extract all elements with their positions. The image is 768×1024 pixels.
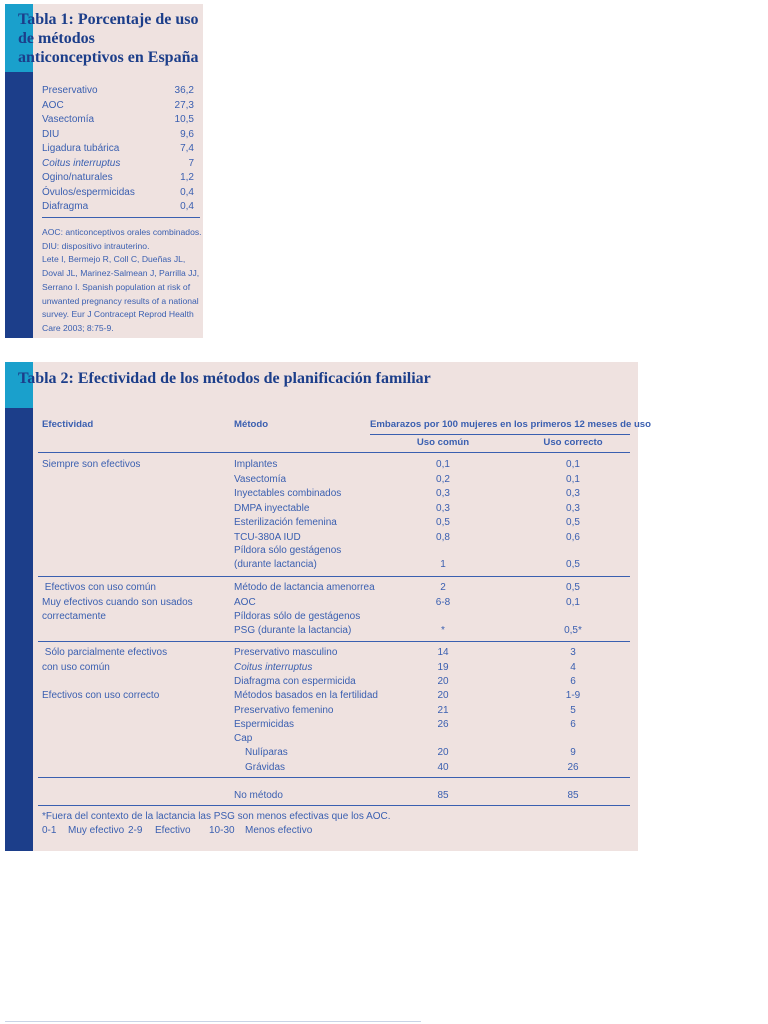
table-1-title: Tabla 1: Porcentaje de uso de métodos anticonceptivos en España [18, 11, 199, 66]
table-1-rows [42, 84, 194, 215]
legend-range: 2-9 [128, 825, 143, 836]
effectiveness-label: Efectivos con uso común [42, 582, 156, 593]
uso-correcto-cell: 4 [570, 661, 576, 673]
method-cell: Diafragma con espermicida [234, 676, 356, 687]
effectiveness-label: Sólo parcialmente efectivos [42, 647, 168, 658]
uso-comun-cell: 2 [440, 582, 446, 593]
header-embarazos: Embarazos por 100 mujeres en los primeros 12 meses de uso [370, 419, 652, 430]
note-line: unwanted pregnancy results of a national [42, 295, 199, 306]
method-cell: Métodos basados en la fertilidad [234, 690, 378, 701]
uso-comun-cell: 0,2 [436, 473, 450, 485]
uso-correcto-cell: 0,1 [566, 596, 580, 608]
table-1-panel [5, 4, 203, 338]
row-label: AOC [42, 99, 64, 111]
header-efectividad: Efectividad [42, 419, 94, 430]
uso-correcto-cell: 3 [570, 647, 576, 658]
group-divider [38, 576, 630, 577]
method-cell: PSG (durante la lactancia) [234, 625, 352, 636]
method-cell: Píldoras sólo de gestágenos [234, 611, 361, 622]
row-value: 0,4 [180, 201, 194, 212]
uso-correcto-cell: 6 [570, 718, 576, 730]
uso-correcto-cell: 6 [570, 676, 576, 687]
method-cell: Cap [234, 733, 253, 744]
row-value: 9,6 [180, 128, 194, 140]
method-cell: Preservativo femenino [234, 704, 334, 716]
group-divider [38, 777, 630, 778]
table-bottom-rule [38, 805, 630, 806]
uso-comun-cell: 6-8 [435, 596, 451, 608]
table-1-row [42, 113, 194, 128]
group-divider [38, 641, 630, 642]
table-1-row [42, 171, 194, 186]
uso-correcto-cell: 0,5 [566, 582, 580, 593]
method-cell: AOC [234, 596, 256, 608]
row-label: DIU [42, 128, 60, 140]
uso-comun-cell: * [441, 625, 445, 636]
method-cell: No método [234, 790, 283, 801]
method-cell: Nulíparas [245, 747, 288, 758]
table-2-panel [5, 362, 652, 851]
uso-comun-cell: 19 [437, 661, 449, 673]
effectiveness-label: Siempre son efectivos [42, 459, 141, 470]
uso-correcto-cell: 0,5 [566, 559, 580, 570]
uso-comun-cell: 0,3 [436, 502, 450, 514]
uso-comun-cell: 0,3 [436, 488, 450, 499]
uso-correcto-cell: 5 [570, 704, 576, 716]
row-label: Diafragma [42, 201, 89, 212]
row-label: Coitus interruptus [42, 157, 121, 169]
uso-comun-cell: 20 [437, 747, 449, 758]
note-line: DIU: dispositivo intrauterino. [42, 240, 150, 251]
uso-comun-cell: 0,1 [436, 459, 450, 470]
uso-comun-cell: 20 [437, 676, 449, 687]
method-cell: DMPA inyectable [234, 502, 310, 514]
table-1-row [42, 157, 194, 172]
effectiveness-label: Efectivos con uso correcto [42, 690, 160, 701]
method-cell: Espermicidas [234, 718, 295, 730]
page-bottom-rule [5, 1021, 421, 1022]
method-cell: TCU-380A IUD [234, 531, 301, 543]
method-cell: Preservativo masculino [234, 647, 338, 658]
uso-comun-cell: 0,8 [436, 531, 450, 543]
row-value: 7 [188, 157, 194, 169]
note-line: Doval JL, Marinez-Salmean J, Parrilla JJ, [42, 268, 200, 279]
row-value: 10,5 [174, 114, 194, 125]
method-cell: Coitus interruptus [234, 661, 313, 673]
table-1-row [42, 200, 194, 215]
row-label: Vasectomía [42, 114, 95, 125]
uso-comun-cell: 14 [437, 647, 449, 658]
row-value: 27,3 [174, 99, 194, 111]
method-cell: Esterilización femenina [234, 517, 337, 528]
effectiveness-legend [42, 824, 312, 837]
legend-label: Menos efectivo [245, 825, 313, 836]
effectiveness-label: con uso común [42, 661, 110, 673]
effectiveness-label: Muy efectivos cuando son usados [42, 596, 193, 608]
legend-range: 0-1 [42, 825, 57, 836]
header-rule [38, 452, 630, 453]
uso-correcto-cell: 26 [567, 762, 579, 773]
uso-correcto-cell: 0,5 [566, 517, 580, 528]
uso-comun-cell: 20 [437, 690, 449, 701]
uso-correcto-cell: 0,1 [566, 459, 580, 470]
method-cell: Método de lactancia amenorrea [234, 582, 375, 593]
note-line: survey. Eur J Contracept Reprod Health [42, 309, 194, 320]
table-1-row [42, 99, 194, 114]
uso-comun-cell: 1 [440, 559, 446, 570]
uso-comun-cell: 85 [437, 790, 449, 801]
legend-range: 10-30 [209, 825, 235, 836]
uso-correcto-cell: 1-9 [565, 690, 581, 701]
row-value: 0,4 [180, 186, 194, 198]
method-cell: Inyectables combinados [234, 488, 342, 499]
legend-label: Muy efectivo [68, 825, 125, 836]
header-subrule [370, 434, 630, 435]
uso-correcto-cell: 9 [570, 747, 576, 758]
row-value: 7,4 [180, 143, 194, 154]
note-line: AOC: anticonceptivos orales combinados. [42, 227, 202, 237]
legend-label: Efectivo [155, 825, 191, 836]
uso-correcto-cell: 0,3 [566, 502, 580, 514]
table-1-row [42, 186, 194, 201]
method-cell: Vasectomía [234, 473, 287, 485]
table-1-row [42, 142, 194, 157]
method-cell: Píldora sólo gestágenos [234, 545, 342, 556]
uso-comun-cell: 40 [437, 762, 449, 773]
table-1-divider [42, 217, 200, 218]
method-cell: (durante lactancia) [234, 559, 317, 570]
row-label: Ligadura tubárica [42, 143, 120, 154]
method-cell: Grávidas [245, 762, 286, 773]
uso-correcto-cell: 0,5* [564, 625, 582, 636]
uso-correcto-cell: 0,1 [566, 473, 580, 485]
row-label: Ogino/naturales [42, 172, 113, 183]
header-uso-correcto: Uso correcto [543, 437, 603, 448]
row-value: 36,2 [174, 85, 194, 96]
uso-comun-cell: 0,5 [436, 517, 450, 528]
method-cell: Implantes [234, 459, 278, 470]
table-1-row [42, 84, 194, 99]
table-1-notes [42, 226, 204, 336]
effectiveness-label: correctamente [42, 611, 106, 622]
note-line: Serrano I. Spanish population at risk of [42, 281, 191, 292]
note-line: Care 2003; 8:75-9. [42, 322, 114, 333]
uso-comun-cell: 26 [437, 718, 449, 730]
note-line: Lete I, Bermejo R, Coll C, Dueñas JL, [42, 254, 186, 265]
footnote: *Fuera del contexto de la lactancia las PSG son menos efectivas que los AOC. [42, 811, 391, 822]
table-2-title: Tabla 2: Efectividad de los métodos de planificación familiar [18, 370, 431, 387]
row-label: Óvulos/espermicidas [42, 186, 135, 198]
header-uso-comun: Uso común [416, 437, 470, 448]
header-metodo: Método [234, 419, 269, 430]
table-1-row [42, 128, 194, 143]
row-value: 1,2 [180, 172, 194, 183]
uso-comun-cell: 21 [437, 704, 449, 716]
row-label: Preservativo [42, 85, 98, 96]
uso-correcto-cell: 0,6 [566, 531, 580, 543]
table-2-accent-bar [5, 362, 33, 851]
uso-correcto-cell: 85 [567, 790, 579, 801]
uso-correcto-cell: 0,3 [566, 488, 580, 499]
